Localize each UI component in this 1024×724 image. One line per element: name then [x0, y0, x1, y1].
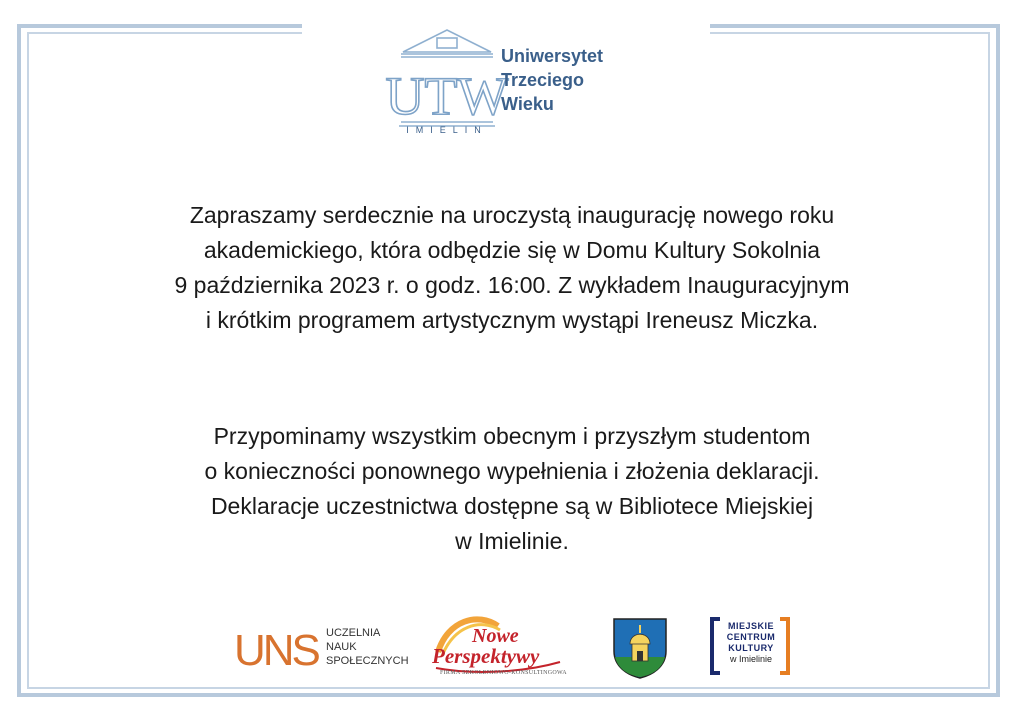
- uns-logo: UNS UCZELNIA NAUK SPOŁECZNYCH: [234, 626, 409, 675]
- declaration-reminder-text: Przypominamy wszystkim obecnym i przyszłym studentom o konieczności ponownego wypełnienia i złożenia deklaracji. Deklaracje uczestnictwa dostępne są w Bibliotece Miejskiej w Imielinie.: [204, 423, 820, 554]
- nowe-perspektywy-logo: Nowe Perspektywy FIRMA SZKOLENIOWO-KONSULTINGOWA: [428, 612, 568, 682]
- imielin-coat-of-arms: [612, 617, 668, 679]
- svg-text:IMIELIN: IMIELIN: [406, 125, 488, 135]
- mck-logo: MIEJSKIE CENTRUM KULTURY w Imielinie: [710, 617, 790, 675]
- svg-text:UTW: UTW: [385, 66, 509, 126]
- inauguration-invitation-text: Zapraszamy serdecznie na uroczystą inaugurację nowego roku akademickiego, która odbędzie się w Domu Kultury Sokolnia 9 października 2023 r. o godz. 16:00. Z wykładem Inauguracyjnym i krótkim programem artystycznym wystąpi Ireneusz Miczka.: [174, 202, 850, 333]
- utw-logo-name: Uniwersytet Trzeciego Wieku: [501, 46, 604, 114]
- utw-building-icon: [385, 26, 509, 135]
- coat-of-arms-icon: [612, 617, 668, 679]
- utw-logo: [385, 26, 637, 138]
